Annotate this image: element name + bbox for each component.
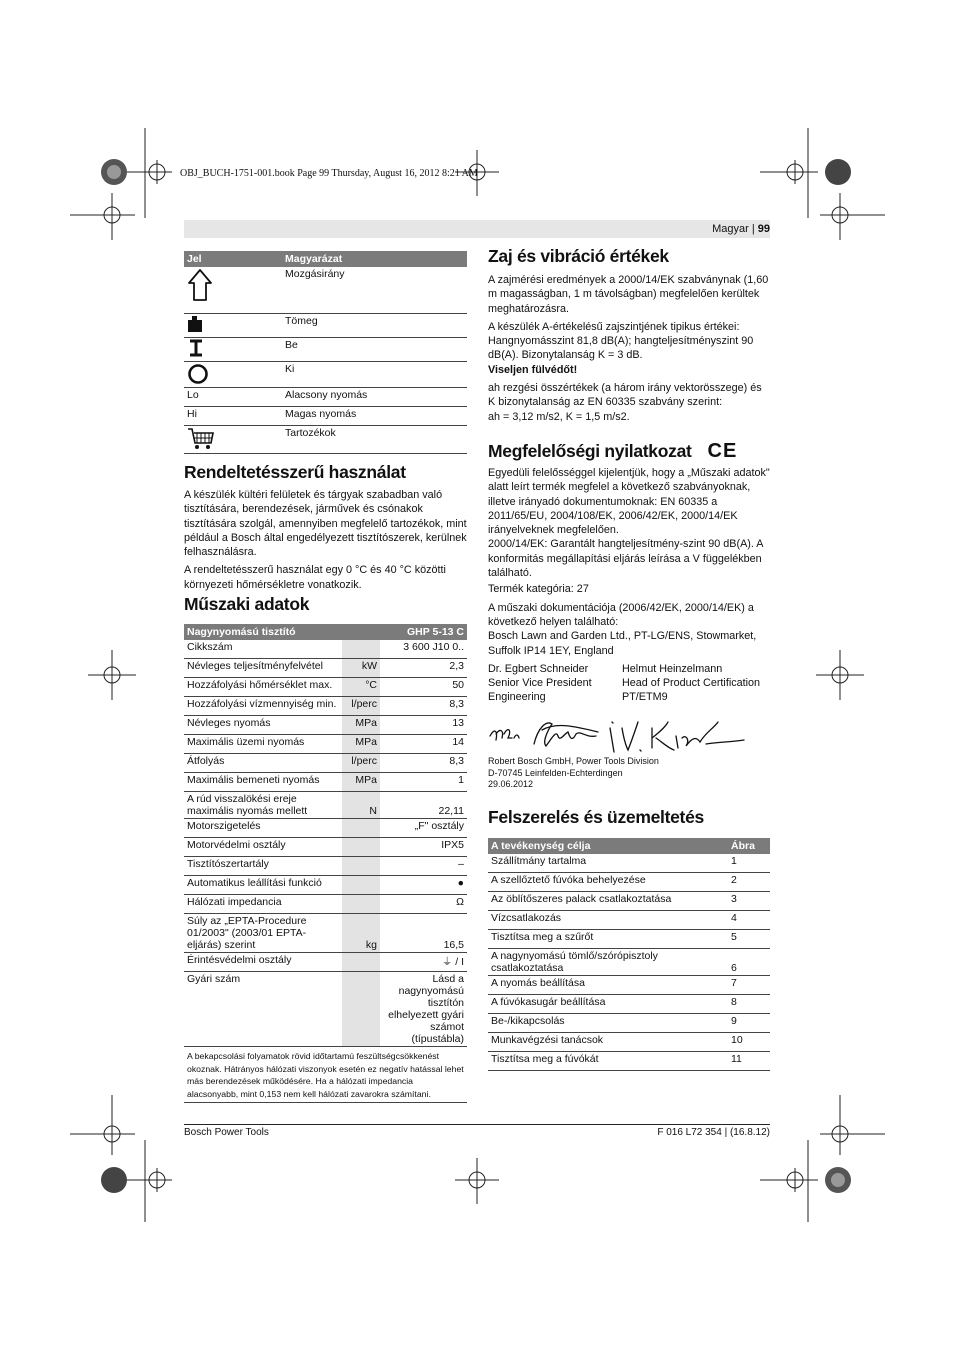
assembly-row [488, 976, 770, 995]
symbols-desc: Mozgásirány [282, 267, 467, 313]
assembly-goal: Be-/kikapcsolás [488, 1014, 728, 1033]
assembly-figure: 2 [728, 873, 770, 892]
symbols-row [184, 406, 467, 425]
conformity-paragraph: Egyedüli felelősséggel kijelentjük, hogy a „Műszaki adatok" alatt leírt termék megfelel a következő szabványoknak, illetve irányadó dokumentumoknak: EN 60335 a 2011/65/EU, 2004/108/EK, 2006/42/EK, 2000/14/EK irányelveknek megfelelően. [488, 467, 770, 537]
assembly-row [488, 873, 770, 892]
conformity-heading-row [488, 440, 737, 463]
tech-data-value: Ω [380, 895, 467, 914]
assembly-row [488, 930, 770, 949]
tech-data-row [184, 792, 467, 819]
conformity-text [488, 466, 770, 705]
company-address [488, 756, 770, 791]
tech-data-row [184, 716, 467, 735]
assembly-figure: 10 [728, 1033, 770, 1052]
header-language: Magyar [712, 223, 749, 235]
tech-data-row [184, 876, 467, 895]
intended-use-text [184, 488, 468, 592]
symbols-desc: Magas nyomás [282, 406, 467, 425]
handwritten-signatures [486, 708, 748, 756]
tech-col-model: GHP 5-13 C [380, 624, 467, 640]
signatory-2 [622, 662, 760, 705]
page-header [712, 223, 770, 235]
assembly-row [488, 1014, 770, 1033]
tech-data-value: 50 [380, 678, 467, 697]
tech-data-label: Cikkszám [184, 640, 342, 659]
print-slug: OBJ_BUCH-1751-001.book Page 99 Thursday, August 16, 2012 8:21 AM [180, 168, 478, 179]
tech-data-value: IPX5 [380, 838, 467, 857]
assembly-goal: Munkavégzési tanácsok [488, 1033, 728, 1052]
tech-data-section [184, 624, 467, 1103]
tech-data-unit [342, 819, 380, 838]
assembly-figure: 11 [728, 1052, 770, 1071]
tech-data-row [184, 640, 467, 659]
tech-data-row [184, 659, 467, 678]
tech-data-value: ⏚ / I [380, 953, 467, 972]
assembly-figure: 3 [728, 892, 770, 911]
tech-data-row [184, 819, 467, 838]
tech-data-unit: MPa [342, 773, 380, 792]
tech-data-row [184, 953, 467, 972]
tech-data-row [184, 773, 467, 792]
tech-data-value: 3 600 J10 0.. [380, 640, 467, 659]
signatory-name: Dr. Egbert Schneider [488, 662, 589, 675]
assembly-row [488, 854, 770, 873]
tech-data-value: 13 [380, 716, 467, 735]
assembly-goal: A fúvókasugár beállítása [488, 995, 728, 1014]
arrow-up-icon [184, 267, 282, 313]
symbols-desc: Tartozékok [282, 425, 467, 453]
intended-use-paragraph: A készülék kültéri felületek és tárgyak szabadban való tisztítására, berendezések, járművek és csónakok tisztítására szolgál, amennyiben megfelelő tartozékok, mint például a Bosch által engedélyezett tisztítószerek, kerülnek felhasználásra. [184, 489, 467, 559]
tech-data-label: Súly az „EPTA-Procedure 01/2003" (2003/01 EPTA-eljárás) szerint [184, 914, 342, 953]
tech-data-unit: °C [342, 678, 380, 697]
tech-data-label: A rúd visszalökési ereje maximális nyomás mellett [184, 792, 342, 819]
tech-data-value: 16,5 [380, 914, 467, 953]
vibration-paragraph: ah rezgési összértékek (a három irány vektorösszege) és K bizonytalanság az EN 60335 szabvány szerint: [488, 382, 762, 409]
header-separator: | [748, 223, 758, 235]
noise-text [488, 273, 770, 424]
tech-data-unit: MPa [342, 735, 380, 754]
symbols-sym: Lo [184, 387, 282, 406]
tech-data-label: Maximális üzemi nyomás [184, 735, 342, 754]
footer-doc-number: F 016 L72 354 | (16.8.12) [657, 1127, 770, 1138]
assembly-figure: 5 [728, 930, 770, 949]
tech-data-unit: MPa [342, 716, 380, 735]
conformity-paragraph: 2000/14/EK: Garantált hangteljesítmény-szint 90 dB(A). A konformitás megállapítási eljárás leírása a V függelékben található. [488, 538, 763, 580]
signatory-1 [488, 662, 622, 705]
tech-data-label: Gyári szám [184, 972, 342, 1047]
noise-warning: Viseljen fülvédőt! [488, 363, 578, 376]
assembly-figure: 9 [728, 1014, 770, 1033]
assembly-heading: Felszerelés és üzemeltetés [488, 807, 704, 827]
tech-data-value: 8,3 [380, 697, 467, 716]
assembly-goal: Szállítmány tartalma [488, 854, 728, 873]
tech-data-row [184, 754, 467, 773]
noise-paragraph: A zajmérési eredmények a 2000/14/EK szabványnak (1,60 m magasságban, 1 m távolságban) megfelelően kerültek meghatározásra. [488, 274, 769, 315]
assembly-figure: 6 [728, 949, 770, 976]
symbols-row [184, 387, 467, 406]
assembly-goal: Tisztítsa meg a fúvókát [488, 1052, 728, 1071]
tech-data-value: Lásd a nagynyomású tisztítón elhelyezett gyári számot (típustábla) [380, 972, 467, 1047]
conformity-paragraph: Termék kategória: 27 [488, 583, 589, 596]
signatory-name: Helmut Heinzelmann [622, 662, 723, 675]
tech-data-label: Átfolyás [184, 754, 342, 773]
tech-data-unit: N [342, 792, 380, 819]
symbols-table [184, 251, 467, 454]
symbols-row [184, 313, 467, 337]
assembly-col-fig: Ábra [728, 838, 770, 854]
tech-data-value: 8,3 [380, 754, 467, 773]
assembly-goal: Vízcsatlakozás [488, 911, 728, 930]
footer-rule [184, 1124, 770, 1125]
symbols-row [184, 337, 467, 361]
noise-heading: Zaj és vibráció értékek [488, 246, 669, 266]
tech-data-value: 22,11 [380, 792, 467, 819]
tech-data-label: Motorvédelmi osztály [184, 838, 342, 857]
tech-data-label: Motorszigetelés [184, 819, 342, 838]
tech-data-value: 1 [380, 773, 467, 792]
tech-data-row [184, 838, 467, 857]
tech-data-table [184, 624, 467, 1047]
tech-data-unit: l/perc [342, 754, 380, 773]
assembly-goal: A szellőztető fúvóka behelyezése [488, 873, 728, 892]
assembly-row [488, 892, 770, 911]
signatory-title: PT/ETM9 [622, 691, 668, 704]
page-number: 99 [757, 223, 770, 235]
assembly-figure: 7 [728, 976, 770, 995]
vibration-values: ah = 3,12 m/s2, K = 1,5 m/s2. [488, 410, 630, 423]
tech-data-unit: kW [342, 659, 380, 678]
tech-data-value: „F" osztály [380, 819, 467, 838]
assembly-col-goal: A tevékenység célja [488, 838, 728, 854]
tech-data-row [184, 857, 467, 876]
tech-col-label: Nagynyomású tisztító [184, 624, 380, 640]
company-line: Robert Bosch GmbH, Power Tools Division [488, 756, 659, 766]
symbols-section [184, 251, 467, 454]
tech-data-row [184, 972, 467, 1047]
intended-use-paragraph: A rendeltetésszerű használat egy 0 °C és 40 °C közötti környezeti hőmérsékletre vonatkozik. [184, 564, 446, 591]
assembly-section [488, 838, 770, 1071]
assembly-table [488, 838, 770, 1071]
symbols-desc: Tömeg [282, 313, 467, 337]
symbols-col-desc: Magyarázat [282, 251, 467, 267]
weight-icon [184, 313, 282, 337]
assembly-goal: A nagynyomású tömlő/szórópisztoly csatlakoztatása [488, 949, 728, 976]
tech-data-unit [342, 838, 380, 857]
assembly-goal: A nyomás beállítása [488, 976, 728, 995]
tech-data-heading: Műszaki adatok [184, 594, 310, 614]
intended-use-heading: Rendeltetésszerű használat [184, 462, 406, 482]
tech-data-unit: l/perc [342, 697, 380, 716]
signatory-title: Senior Vice President [488, 677, 592, 690]
symbols-row [184, 425, 467, 453]
tech-data-value: 2,3 [380, 659, 467, 678]
tech-data-label: Hozzáfolyási vízmennyiség min. [184, 697, 342, 716]
cart-icon [184, 425, 282, 453]
footer-brand: Bosch Power Tools [184, 1127, 269, 1138]
signatories [488, 662, 770, 705]
tech-footnote: A bekapcsolási folyamatok rövid időtartamú feszültségcsökkenést okoznak. Hátrányos hálózati viszonyok esetén ez negatív hatással lehet más berendezések működésére. Ha a hálózati impedancia alacsonyabb, mint 0,153 nem kell hálózati zavarokra számítani. [184, 1047, 467, 1103]
page-header-band [184, 220, 770, 238]
ce-mark-icon: CE [707, 440, 738, 462]
symbols-sym: Hi [184, 406, 282, 425]
tech-data-unit [342, 953, 380, 972]
assembly-goal: Az öblítőszeres palack csatlakoztatása [488, 892, 728, 911]
tech-data-value: ● [380, 876, 467, 895]
tech-data-row [184, 678, 467, 697]
signatory-title: Head of Product Certification [622, 677, 761, 690]
assembly-row [488, 949, 770, 976]
tech-data-label: Tisztítószertartály [184, 857, 342, 876]
tech-data-unit [342, 857, 380, 876]
tech-data-unit: kg [342, 914, 380, 953]
assembly-row [488, 1033, 770, 1052]
declaration-date: 29.06.2012 [488, 779, 534, 789]
tech-data-label: Maximális bemeneti nyomás [184, 773, 342, 792]
assembly-figure: 4 [728, 911, 770, 930]
symbols-row [184, 361, 467, 387]
tech-data-unit [342, 640, 380, 659]
symbols-desc: Be [282, 337, 467, 361]
assembly-row [488, 1052, 770, 1071]
noise-paragraph: A készülék A-értékelésű zajszintjének tipikus értékei: Hangnyomásszint 81,8 dB(A); hangteljesítményszint 90 dB(A). Bizonytalanság K = 3 dB. [488, 320, 754, 362]
assembly-row [488, 995, 770, 1014]
power-off-icon [184, 361, 282, 387]
assembly-figure: 1 [728, 854, 770, 873]
symbols-desc: Ki [282, 361, 467, 387]
tech-data-label: Érintésvédelmi osztály [184, 953, 342, 972]
assembly-goal: Tisztítsa meg a szűrőt [488, 930, 728, 949]
power-on-icon [184, 337, 282, 361]
assembly-figure: 8 [728, 995, 770, 1014]
tech-data-value: – [380, 857, 467, 876]
conformity-paragraph: Bosch Lawn and Garden Ltd., PT-LG/ENS, Stowmarket, Suffolk IP14 1EY, England [488, 630, 757, 657]
tech-data-value: 14 [380, 735, 467, 754]
tech-data-row [184, 697, 467, 716]
tech-data-label: Névleges nyomás [184, 716, 342, 735]
tech-data-label: Hálózati impedancia [184, 895, 342, 914]
symbols-col-sym: Jel [184, 251, 282, 267]
conformity-heading: Megfelelőségi nyilatkozat [488, 441, 692, 461]
tech-data-label: Névleges teljesítményfelvétel [184, 659, 342, 678]
signatory-title: Engineering [488, 691, 546, 704]
tech-data-row [184, 735, 467, 754]
tech-data-unit [342, 972, 380, 1047]
symbols-desc: Alacsony nyomás [282, 387, 467, 406]
tech-data-unit [342, 895, 380, 914]
company-line: D-70745 Leinfelden-Echterdingen [488, 767, 623, 778]
tech-data-label: Hozzáfolyási hőmérséklet max. [184, 678, 342, 697]
conformity-paragraph: A műszaki dokumentációja (2006/42/EK, 2000/14/EK) a következő helyen található: [488, 601, 754, 628]
tech-data-label: Automatikus leállítási funkció [184, 876, 342, 895]
assembly-row [488, 911, 770, 930]
tech-data-unit [342, 876, 380, 895]
tech-data-row [184, 914, 467, 953]
symbols-row [184, 267, 467, 313]
tech-data-row [184, 895, 467, 914]
